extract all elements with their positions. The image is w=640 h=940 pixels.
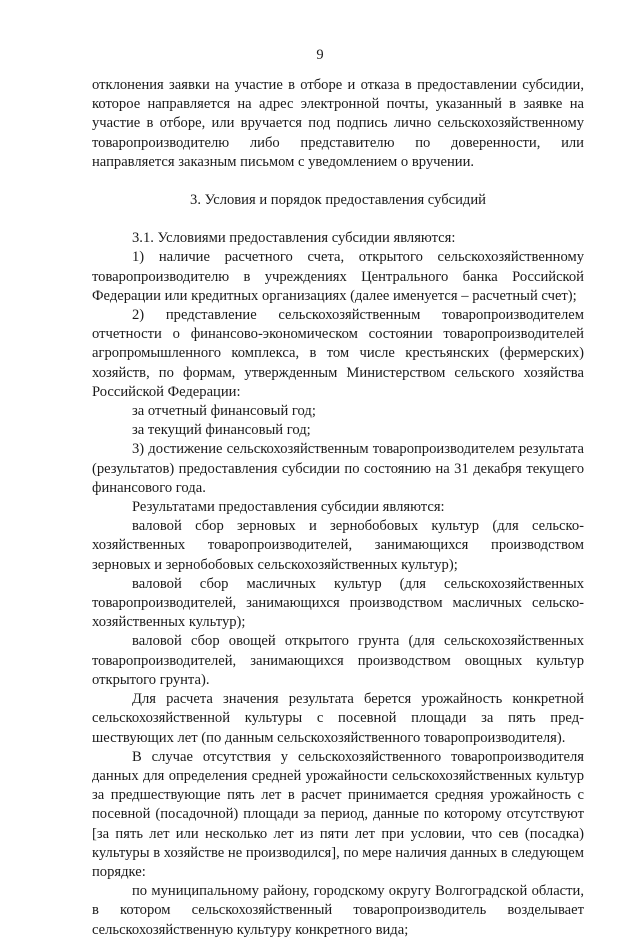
document-body	[92, 76, 584, 940]
paragraph-conditions-intro: 3.1. Условиями предоставления субсидии являются:	[132, 230, 456, 247]
page-number: 9	[316, 47, 324, 63]
paragraph-condition-2: 2) представление сельскохозяйственным товаропроизводителем отчетности о финансово-экономическом состоянии товаропроизводителей агропромышленного комплекса, в том числе крестьянских (фермерских) хозяйств, по формам, утвержденным Министерством сельского хозяйства Российской Федерации:	[92, 307, 584, 400]
paragraph-result-grain: валовой сбор зерновых и зернобобовых культур (для сельско-хозяйственных товаропроизводителей, занимающихся производством зерновых и зернобобовых сельскохозяйственных культур);	[92, 518, 584, 573]
paragraph-reporting-year: за отчетный финансовый год;	[132, 403, 316, 420]
paragraph-current-year: за текущий финансовый год;	[132, 422, 311, 439]
section-heading: 3. Условия и порядок предоставления субсидий	[190, 192, 486, 209]
paragraph-result-vegetables: валовой сбор овощей открытого грунта (для сельскохозяйственных товаропроизводителей, занимающихся производством овощных культур открытого грунта).	[92, 633, 584, 688]
paragraph-missing-data: В случае отсутствия у сельскохозяйственного товаропроизводителя данных для определения средней урожайности сельскохозяйственных культур за предшествующие пять лет в расчет принимается средняя урожайность с посевной (посадочной) площади за период, данные по которому отсутствуют [за пять лет или несколько лет из пяти лет при условии, что сев (посадка) культуры в хозяйстве не производился], по мере наличия данных в следующем порядке:	[92, 748, 584, 880]
paragraph-condition-1: 1) наличие расчетного счета, открытого сельскохозяйственному товаропроизводителю в учреждениях Центрального банка Российской Федерации или кредитных организациях (далее именуется – расчетный счет);	[92, 249, 584, 304]
paragraph-calculation: Для расчета значения результата берется урожайность конкретной сельскохозяйственной культуры с посевной площади за пять пред-шествующих лет (по данным сельскохозяйственного товаропроизводителя).	[92, 691, 584, 746]
paragraph-result-oilseed: валовой сбор масличных культур (для сельскохозяйственных товаропроизводителей, занимающихся производством масличных сельско-хозяйственных культур);	[92, 575, 584, 631]
spacer	[92, 210, 584, 229]
paragraph-condition-3: 3) достижение сельскохозяйственным товаропроизводителем результата (результатов) предоставления субсидии по состоянию на 31 декабря текущего финансового года.	[92, 441, 584, 496]
paragraph-rejection-notice: отклонения заявки на участие в отборе и отказа в предоставлении субсидии, которое направляется на адрес электронной почты, указанный в заявке на участие в отборе, или вручается под подпись лично сельскохозяйственному товаропроизводителю либо представителю по доверенности, или направляется заказным письмом с уведомлением о вручении.	[92, 77, 584, 170]
paragraph-municipal: по муниципальному району, городскому округу Волгоградской области, в котором сельскохозяйственный товаропроизводитель возделывает сельскохозяйственную культуру конкретного вида;	[92, 883, 584, 938]
paragraph-results-intro: Результатами предоставления субсидии являются:	[132, 499, 445, 516]
spacer	[92, 172, 584, 191]
